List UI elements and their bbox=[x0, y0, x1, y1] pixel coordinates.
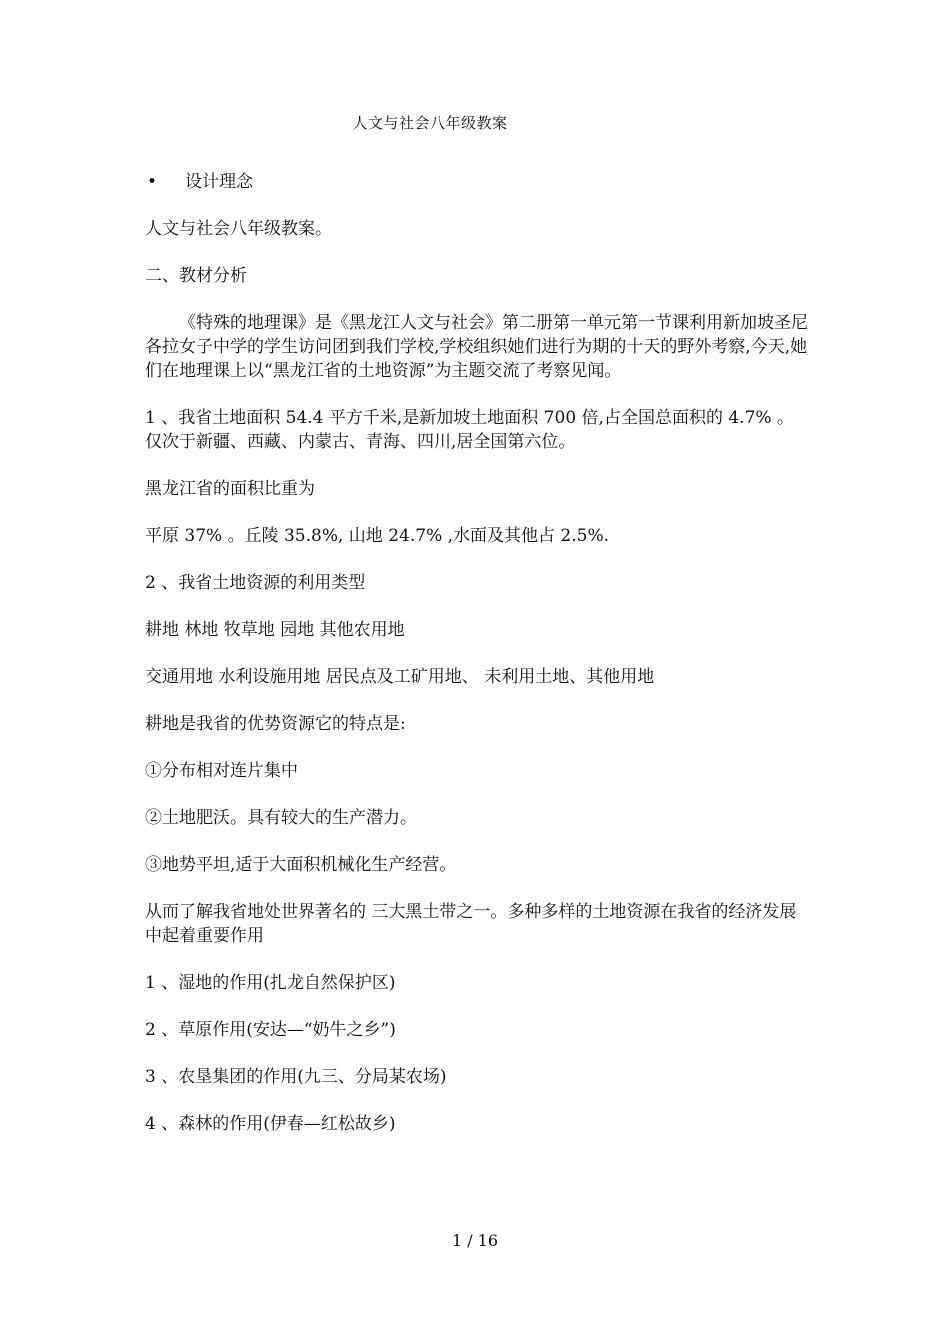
list-item: 4 、森林的作用(伊春—红松故乡) bbox=[145, 1114, 396, 1134]
paragraph: 黑龙江省的面积比重为 bbox=[145, 479, 315, 499]
paragraph: 从而了解我省地处世界著名的 三大黑土带之一。多种多样的土地资源在我省的经济发展中起着重要作用 bbox=[145, 902, 797, 946]
list-item: 1 、湿地的作用(扎龙自然保护区) bbox=[145, 973, 396, 993]
list-item: 3 、农垦集团的作用(九三、分局某农场) bbox=[145, 1067, 447, 1087]
paragraph: 耕地是我省的优势资源它的特点是: bbox=[145, 714, 406, 734]
paragraph: 2 、我省土地资源的利用类型 bbox=[145, 573, 366, 593]
document-body bbox=[145, 170, 810, 1159]
page-header-title: 人文与社会八年级教案 bbox=[352, 114, 508, 132]
list-item: ②土地肥沃。具有较大的生产潜力。 bbox=[145, 808, 417, 828]
page-number: 1 / 16 bbox=[451, 1231, 499, 1250]
paragraph: 1 、我省土地面积 54.4 平方千米,是新加坡土地面积 700 倍,占全国总面积的 4.7% 。仅次于新疆、西藏、内蒙古、青海、四川,居全国第六位。 bbox=[145, 408, 794, 452]
list-item: 2 、草原作用(安达—“奶牛之乡”) bbox=[145, 1020, 396, 1040]
paragraph: 耕地 林地 牧草地 园地 其他农用地 bbox=[145, 620, 405, 640]
bullet-item-label: 设计理念 bbox=[185, 172, 253, 192]
paragraph: 交通用地 水利设施用地 居民点及工矿用地、 未利用土地、其他用地 bbox=[145, 667, 655, 687]
bullet-item-design-concept bbox=[145, 170, 810, 194]
list-item: ①分布相对连片集中 bbox=[145, 761, 298, 781]
list-item: ③地势平坦,适于大面积机械化生产经营。 bbox=[145, 855, 457, 875]
bullet-dot-icon: • bbox=[147, 172, 158, 192]
section-heading-materials-analysis: 二、教材分析 bbox=[145, 266, 247, 286]
paragraph: 人文与社会八年级教案。 bbox=[145, 219, 332, 239]
paragraph: 《特殊的地理课》是《黑龙江人文与社会》第二册第一单元第一节课利用新加坡圣尼各拉女子中学的学生访问团到我们学校,学校组织她们进行为期的十天的野外考察,今天,她们在地理课上以“黑龙江省的土地资源”为主题交流了考察见闻。 bbox=[145, 313, 808, 381]
paragraph: 平原 37% 。丘陵 35.8%, 山地 24.7% ,水面及其他占 2.5%. bbox=[145, 526, 610, 546]
